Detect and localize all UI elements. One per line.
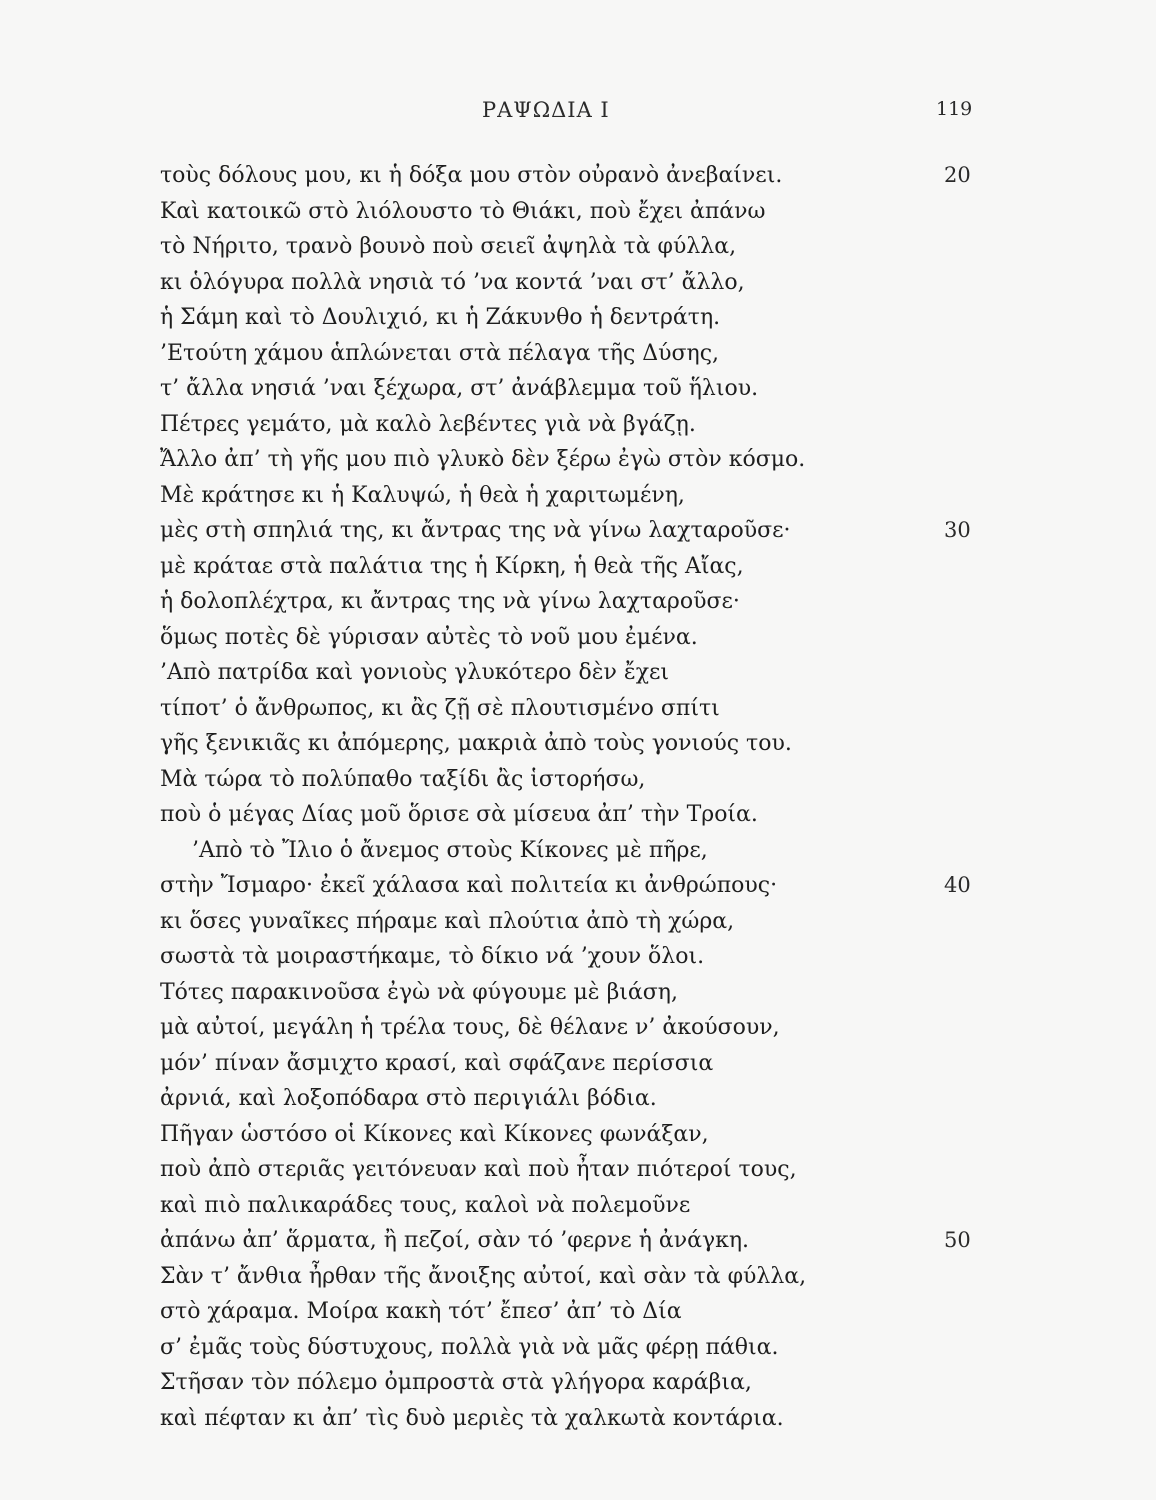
verse-line	[160, 407, 1000, 443]
verse-line-text: Πῆγαν ὡστόσο οἱ Κίκονες καὶ Κίκονες φωνάξαν,	[160, 1121, 709, 1147]
verse-line	[160, 655, 1000, 691]
verse-line	[160, 1188, 1000, 1224]
verse-line	[160, 158, 1000, 194]
verse-text	[160, 158, 1000, 1436]
verse-line-text: καὶ πέφταν κι ἀπ’ τὶς δυὸ μεριὲς τὰ χαλκωτὰ κοντάρια.	[160, 1405, 784, 1431]
line-number: 50	[944, 1228, 971, 1252]
line-number: 40	[944, 873, 971, 897]
verse-line-text: Σὰν τ’ ἄνθια ἦρθαν τῆς ἄνοιξης αὐτοί, καὶ σὰν τὰ φύλλα,	[160, 1263, 807, 1289]
verse-line	[160, 762, 1000, 798]
verse-line	[160, 691, 1000, 727]
verse-line	[160, 939, 1000, 975]
verse-line-text: στὸ χάραμα. Μοίρα κακὴ τότ’ ἔπεσ’ ἀπ’ τὸ Δία	[160, 1299, 682, 1324]
verse-line	[160, 1152, 1000, 1188]
verse-line-text: σωστὰ τὰ μοιραστήκαμε, τὸ δίκιο νά ’χουν ὅλοι.	[160, 944, 705, 969]
verse-line	[160, 265, 1000, 301]
verse-line-text: μόν’ πίναν ἄσμιχτο κρασί, καὶ σφάζανε περίσσια	[160, 1050, 714, 1076]
verse-line	[160, 1010, 1000, 1046]
verse-line-text: γῆς ξενικιᾶς κι ἀπόμερης, μακριὰ ἀπὸ τοὺς γονιούς του.	[160, 731, 792, 756]
verse-line-text: ’Απὸ πατρίδα καὶ γονιοὺς γλυκότερο δὲν ἔχει	[160, 660, 670, 685]
verse-line	[160, 975, 1000, 1011]
running-head-title: ΡΑΨΩΔΙΑ Ι	[482, 98, 610, 122]
verse-line	[160, 478, 1000, 514]
verse-line	[160, 442, 1000, 478]
verse-line	[160, 833, 1000, 869]
page-number: 119	[936, 98, 973, 120]
verse-line	[160, 868, 1000, 904]
verse-line-text: Μὲ κράτησε κι ἡ Καλυψώ, ἡ θεὰ ἡ χαριτωμένη,	[160, 482, 685, 508]
verse-line-text: μὰ αὐτοί, μεγάλη ἡ τρέλα τους, δὲ θέλανε ν’ ἀκούσουν,	[160, 1015, 780, 1040]
verse-line	[160, 229, 1000, 265]
verse-line	[160, 1294, 1000, 1330]
verse-line-text: τίποτ’ ὁ ἄνθρωπος, κι ἂς ζῇ σὲ πλουτισμένο σπίτι	[160, 695, 720, 721]
verse-line-text: Πέτρες γεμάτο, μὰ καλὸ λεβέντες γιὰ νὰ βγάζῃ.	[160, 411, 696, 437]
verse-line-text: τ’ ἄλλα νησιά ’ναι ξέχωρα, στ’ ἀνάβλεμμα τοῦ ἥλιου.	[160, 376, 759, 401]
verse-line-text: τὸ Νήριτο, τρανὸ βουνὸ ποὺ σειεῖ ἀψηλὰ τὰ φύλλα,	[160, 234, 737, 259]
verse-line-text: κι ὅσες γυναῖκες πήραμε καὶ πλούτια ἀπὸ τὴ χώρα,	[160, 908, 735, 934]
verse-line-text: σ’ ἐμᾶς τοὺς δύστυχους, πολλὰ γιὰ νὰ μᾶς φέρῃ πάθια.	[160, 1334, 779, 1360]
verse-line-text: ποὺ ἀπὸ στεριᾶς γειτόνευαν καὶ ποὺ ἦταν πιότεροί τους,	[160, 1157, 797, 1182]
verse-line	[160, 1365, 1000, 1401]
verse-line	[160, 194, 1000, 230]
verse-line	[160, 1330, 1000, 1366]
verse-line-text: μὲς στὴ σπηλιά της, κι ἄντρας της νὰ γίνω λαχταροῦσε·	[160, 518, 791, 543]
verse-line-text: ἡ δολοπλέχτρα, κι ἄντρας της νὰ γίνω λαχταροῦσε·	[160, 589, 740, 614]
verse-line	[160, 1223, 1000, 1259]
verse-line-text: ὅμως ποτὲς δὲ γύρισαν αὐτὲς τὸ νοῦ μου ἐμένα.	[160, 624, 698, 650]
verse-line-text: ’Απὸ τὸ Ἴλιο ὁ ἄνεμος στοὺς Κίκονες μὲ πῆρε,	[192, 837, 708, 863]
running-head	[0, 98, 1156, 138]
verse-line	[160, 1046, 1000, 1082]
verse-line-text: καὶ πιὸ παλικαράδες τους, καλοὶ νὰ πολεμοῦνε	[160, 1192, 691, 1218]
verse-line	[160, 1259, 1000, 1295]
verse-line	[160, 300, 1000, 336]
verse-line-text: ἀρνιά, καὶ λοξοπόδαρα στὸ περιγιάλι βόδια.	[160, 1086, 657, 1111]
verse-line	[160, 1117, 1000, 1153]
verse-line-text: Ἄλλο ἀπ’ τὴ γῆς μου πιὸ γλυκὸ δὲν ξέρω ἐγὼ στὸν κόσμο.	[160, 447, 806, 472]
verse-line-text: τοὺς δόλους μου, κι ἡ δόξα μου στὸν οὐρανὸ ἀνεβαίνει.	[160, 163, 783, 188]
verse-line	[160, 549, 1000, 585]
verse-line-text: Καὶ κατοικῶ στὸ λιόλουστο τὸ Θιάκι, ποὺ ἔχει ἀπάνω	[160, 198, 766, 224]
verse-line-text: κι ὁλόγυρα πολλὰ νησιὰ τό ’να κοντά ’ναι στ’ ἄλλο,	[160, 269, 745, 295]
line-number: 20	[944, 163, 971, 187]
verse-line	[160, 371, 1000, 407]
verse-line-text: ἀπάνω ἀπ’ ἅρματα, ἢ πεζοί, σὰν τό ’φερνε ἡ ἀνάγκη.	[160, 1228, 750, 1253]
verse-line	[160, 726, 1000, 762]
verse-line-text: Τότες παρακινοῦσα ἐγὼ νὰ φύγουμε μὲ βιάση,	[160, 979, 678, 1005]
verse-line-text: Μὰ τώρα τὸ πολύπαθο ταξίδι ἂς ἱστορήσω,	[160, 766, 646, 792]
verse-line	[160, 797, 1000, 833]
verse-line	[160, 513, 1000, 549]
verse-line-text: ἡ Σάμη καὶ τὸ Δουλιχιό, κι ἡ Ζάκυνθο ἡ δεντράτη.	[160, 305, 721, 330]
verse-line	[160, 1081, 1000, 1117]
verse-line	[160, 620, 1000, 656]
verse-line-text: Στῆσαν τὸν πόλεμο ὀμπροστὰ στὰ γλήγορα καράβια,	[160, 1370, 752, 1395]
verse-line-text: ’Ετούτη χάμου ἁπλώνεται στὰ πέλαγα τῆς Δύσης,	[160, 340, 720, 366]
verse-line-text: στὴν Ἴσμαρο· ἐκεῖ χάλασα καὶ πολιτεία κι ἀνθρώπους·	[160, 873, 778, 898]
verse-line	[160, 1401, 1000, 1437]
verse-line	[160, 336, 1000, 372]
verse-line	[160, 584, 1000, 620]
verse-line	[160, 904, 1000, 940]
verse-line-text: μὲ κράταε στὰ παλάτια της ἡ Κίρκη, ἡ θεὰ τῆς Αἴας,	[160, 553, 744, 579]
verse-line-text: ποὺ ὁ μέγας Δίας μοῦ ὅρισε σὰ μίσευα ἀπ’ τὴν Τροία.	[160, 802, 758, 827]
line-number: 30	[944, 518, 971, 542]
